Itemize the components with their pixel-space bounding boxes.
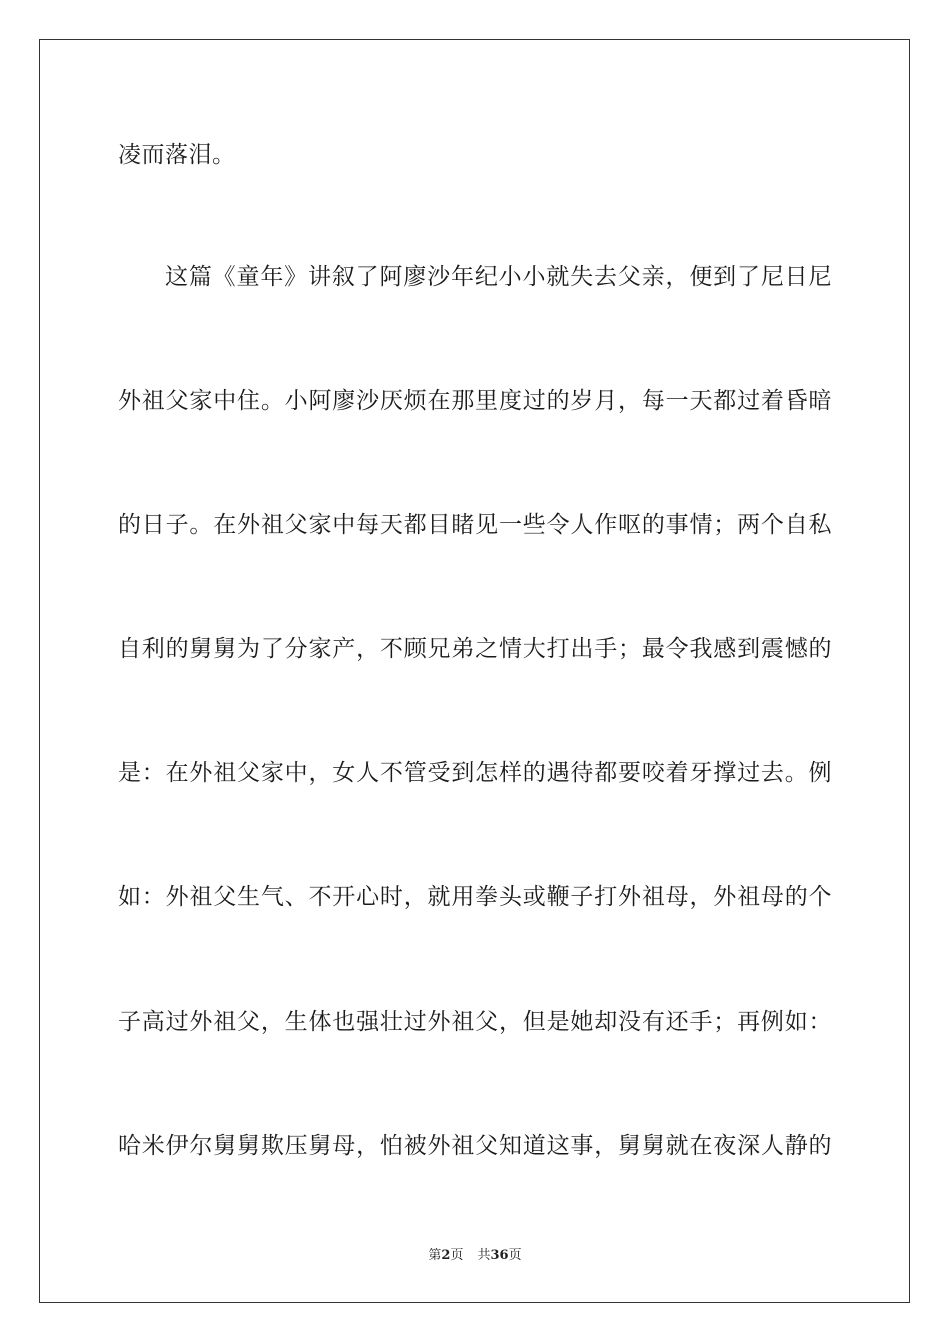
text-line: 外祖父家中住。小阿廖沙厌烦在那里度过的岁月，每一天都过着昏暗 xyxy=(118,388,832,414)
paragraph-first-line: 这篇《童年》讲叙了阿廖沙年纪小小就失去父亲，便到了尼日尼 xyxy=(165,264,832,290)
page-number: 2 xyxy=(441,1248,451,1263)
text-line: 是：在外祖父家中，女人不管受到怎样的遇待都要咬着牙撑过去。例 xyxy=(118,760,832,786)
text-line: 如：外祖父生气、不开心时，就用拳头或鞭子打外祖母，外祖母的个 xyxy=(118,884,832,910)
text-line: 自利的舅舅为了分家产，不顾兄弟之情大打出手；最令我感到震憾的 xyxy=(118,636,832,662)
page-prefix: 第 xyxy=(428,1248,442,1263)
page-suffix: 页 xyxy=(450,1248,464,1263)
total-pages: 36 xyxy=(490,1248,509,1263)
total-prefix: 共 xyxy=(477,1248,491,1263)
text-line: 凌而落泪。 xyxy=(118,142,236,168)
page-border xyxy=(39,39,910,1303)
total-suffix: 页 xyxy=(508,1248,522,1263)
text-line: 哈米伊尔舅舅欺压舅母，怕被外祖父知道这事，舅舅就在夜深人静的 xyxy=(118,1133,832,1159)
page-footer xyxy=(0,1247,950,1265)
text-line: 子高过外祖父，生体也强壮过外祖父，但是她却没有还手；再例如： xyxy=(118,1009,832,1035)
text-line: 的日子。在外祖父家中每天都目睹见一些令人作呕的事情；两个自私 xyxy=(118,512,832,538)
